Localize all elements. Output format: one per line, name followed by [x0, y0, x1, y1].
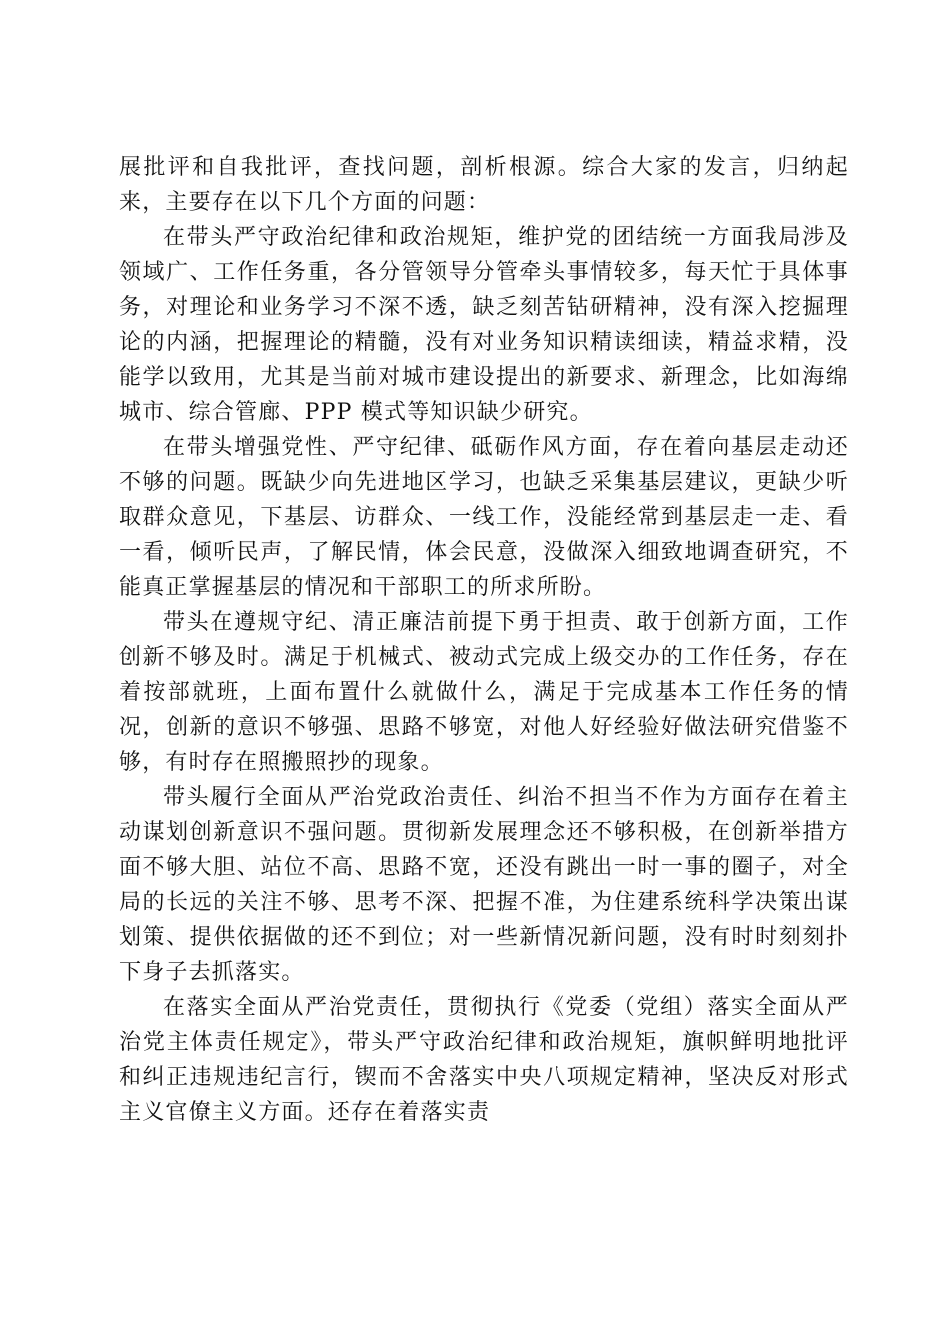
paragraph-intro-continued: 展批评和自我批评，查找问题，剖析根源。综合大家的发言，归纳起来，主要存在以下几个方面的问题： [119, 155, 849, 215]
paragraph-party-spirit: 在带头增强党性、严守纪律、砥砺作风方面，存在着向基层走动还不够的问题。既缺少向先进地区学习，也缺乏采集基层建议，更缺少听取群众意见，下基层、访群众、一线工作，没能经常到基层走一走、看一看，倾听民声，了解民情，体会民意，没做深入细致地调查研究，不能真正掌握基层的情况和干部职工的所求所盼。 [119, 435, 849, 600]
paragraph-responsibility: 带头履行全面从严治党政治责任、纠治不担当不作为方面存在着主动谋划创新意识不强问题。贯彻新发展理念还不够积极，在创新举措方面不够大胆、站位不高、思路不宽，还没有跳出一时一事的圈子，对全局的长远的关注不够、思考不深、把握不准，为住建系统科学决策出谋划策、提供依据做的还不到位；对一些新情况新问题，没有时时刻刻扑下身子去抓落实。 [119, 785, 849, 985]
paragraph-strict-governance: 在落实全面从严治党责任，贯彻执行《党委（党组）落实全面从严治党主体责任规定》，带头严守政治纪律和政治规矩，旗帜鲜明地批评和纠正违规违纪言行，锲而不舍落实中央八项规定精神，坚决反对形式主义官僚主义方面。还存在着落实责 [119, 995, 849, 1125]
document-body [119, 150, 849, 1130]
paragraph-political-discipline: 在带头严守政治纪律和政治规矩，维护党的团结统一方面我局涉及领域广、工作任务重，各分管领导分管牵头事情较多，每天忙于具体事务，对理论和业务学习不深不透，缺乏刻苦钻研精神，没有深入挖掘理论的内涵，把握理论的精髓，没有对业务知识精读细读，精益求精，没能学以致用，尤其是当前对城市建设提出的新要求、新理念，比如海绵城市、综合管廊、PPP 模式等知识缺少研究。 [119, 225, 849, 425]
paragraph-innovation: 带头在遵规守纪、清正廉洁前提下勇于担责、敢于创新方面，工作创新不够及时。满足于机械式、被动式完成上级交办的工作任务，存在着按部就班，上面布置什么就做什么，满足于完成基本工作任务的情况，创新的意识不够强、思路不够宽，对他人好经验好做法研究借鉴不够，有时存在照搬照抄的现象。 [119, 610, 849, 775]
